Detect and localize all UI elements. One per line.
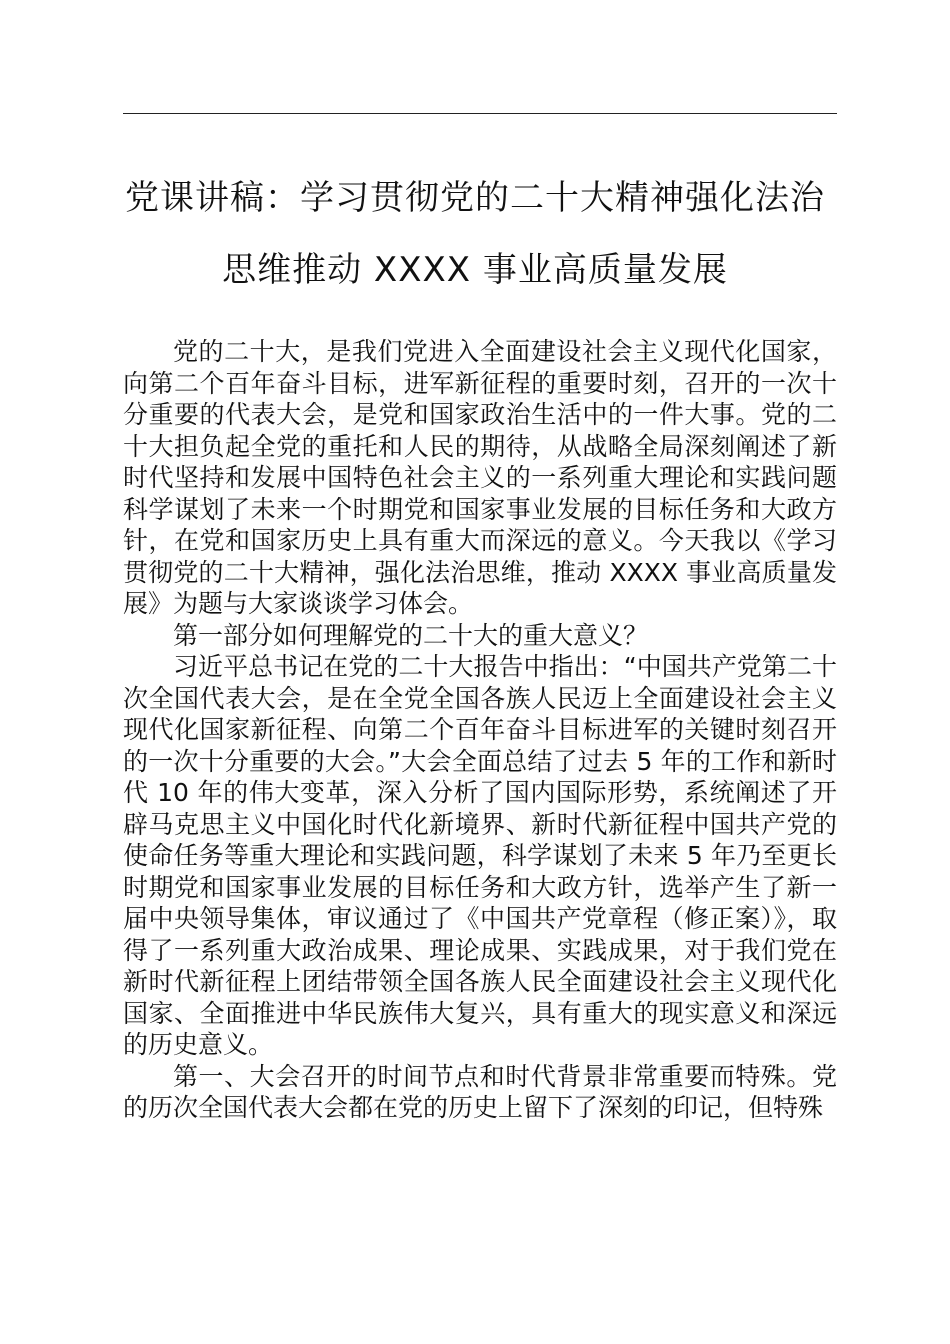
document-title-line-1: 党课讲稿：学习贯彻党的二十大精神强化法治 [125, 178, 825, 218]
section-heading: 第一部分如何理解党的二十大的重大意义？ [173, 620, 649, 650]
body-paragraph: 第一、大会召开的时间节点和时代背景非常重要而特殊。党的历次全国代表大会都在党的历史上留下了深刻的印记，但特殊 [123, 1061, 837, 1122]
header-rule [123, 113, 837, 114]
body-paragraph: 党的二十大，是我们党进入全面建设社会主义现代化国家，向第二个百年奋斗目标，进军新征程的重要时刻，召开的一次十分重要的代表大会，是党和国家政治生活中的一件大事。党的二十大担负起全党的重托和人民的期待，从战略全局深刻阐述了新时代坚持和发展中国特色社会主义的一系列重大理论和实践问题科学谋划了未来一个时期党和国家事业发展的目标任务和大政方针，在党和国家历史上具有重大而深远的意义。今天我以《学习贯彻党的二十大精神，强化法治思维，推动 XXXX 事业高质量发展》为题与大家谈谈学习体会。 [123, 337, 837, 618]
body-paragraph: 习近平总书记在党的二十大报告中指出：“中国共产党第二十次全国代表大会，是在全党全国各族人民迈上全面建设社会主义现代化国家新征程、向第二个百年奋斗目标进军的关键时刻召开的一次十分重要的大会。”大会全面总结了过去 5 年的工作和新时代 10 年的伟大变革，深入分析了国内国际形势，系统阐述了开辟马克思主义中国化时代化新境界、新时代新征程中国共产党的使命任务等重大理论和实践问题，科学谋划了未来 5 年乃至更长时期党和国家事业发展的目标任务和大政方针，选举产生了新一届中央领导集体，审议通过了《中国共产党章程（修正案）》，取得了一系列重大政治成果、理论成果、实践成果，对于我们党在新时代新征程上团结带领全国各族人民全面建设社会主义现代化国家、全面推进中华民族伟大复兴，具有重大的现实意义和深远的历史意义。 [123, 652, 837, 1059]
document-title-line-2: 思维推动 XXXX 事业高质量发展 [222, 250, 728, 290]
document-body [123, 336, 837, 1124]
